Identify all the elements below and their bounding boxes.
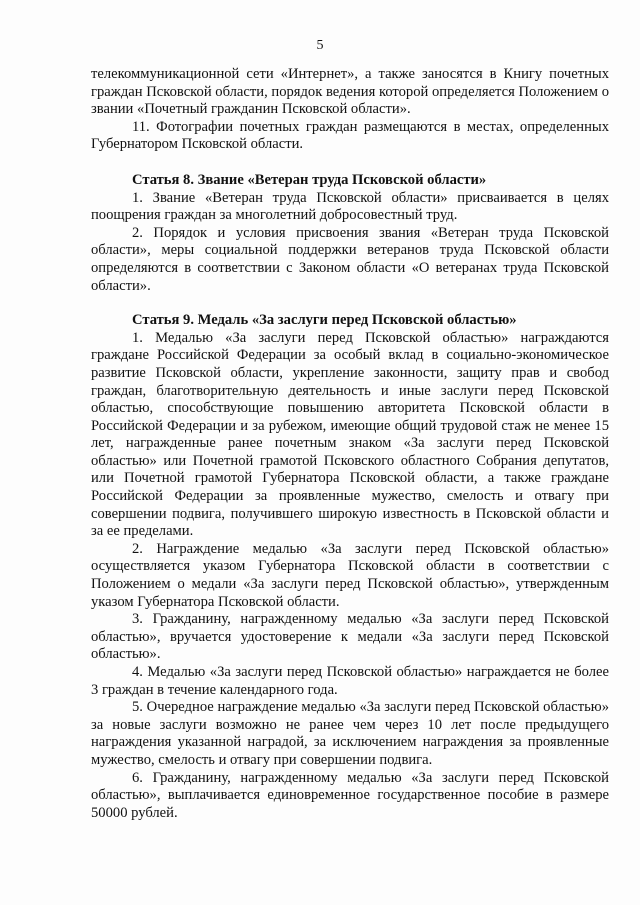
paragraph-item-11: 11. Фотографии почетных граждан размещаются в местах, определенных Губернатором Псковской области. — [91, 118, 609, 153]
article-9-paragraph-3: 3. Гражданину, награжденному медалью «За заслуги перед Псковской областью», вручается удостоверение к медали «За заслуги перед Псковской областью». — [91, 611, 609, 663]
article-9-paragraph-5: 5. Очередное награждение медалью «За заслуги перед Псковской областью» за новые заслуги возможно не ранее чем через 10 лет после предыдущего награждения указанной наградой, за исключением награждения за проявленные мужество, смелость и отвагу при совершении подвига. — [91, 699, 609, 768]
article-9-paragraph-6: 6. Гражданину, награжденному медалью «За заслуги перед Псковской областью», выплачивается единовременное государственное пособие в размере 50000 рублей. — [91, 769, 609, 821]
article-9-paragraph-2: 2. Награждение медалью «За заслуги перед Псковской областью» осуществляется указом Губернатора Псковской области в соответствии с Положением о медали «За заслуги перед Псковской областью», утвержденным указом Губернатора Псковской области. — [91, 540, 609, 610]
spacer — [91, 295, 609, 312]
paragraph-intro-continuation: телекоммуникационной сети «Интернет», а также заносятся в Книгу почетных граждан Псковской области, порядок ведения которой определяется Положением о звании «Почетный гражданин Псковской области». — [91, 66, 609, 118]
article-9-paragraph-1: 1. Медалью «За заслуги перед Псковской областью» награждаются граждане Российской Федерации за особый вклад в социально-экономическое развитие Псковской области, укрепление законности, защиту прав и свобод граждан, благотворительную деятельность и иные заслуги перед Псковской областью, способствующие повышению авторитета Псковской области в Российской Федерации и за рубежом, имеющие общий трудовой стаж не менее 15 лет, награжденные ранее почетным знаком «За заслуги перед Псковской областью» или Почетной грамотой Псковского областного Собрания депутатов, или Почетной грамотой Губернатора Псковской области, а также граждане Российской Федерации за проявленные мужество, смелость и отвагу при совершении подвига, получившего широкую известность в Псковской области и за ее пределами. — [91, 329, 609, 540]
article-8-paragraph-1: 1. Звание «Ветеран труда Псковской области» присваивается в целях поощрения граждан за многолетний добросовестный труд. — [91, 189, 609, 224]
document-body — [91, 66, 609, 822]
page-number: 5 — [316, 38, 324, 53]
article-8-heading: Статья 8. Звание «Ветеран труда Псковской области» — [132, 171, 487, 188]
article-9-paragraph-4: 4. Медалью «За заслуги перед Псковской областью» награждается не более 3 граждан в течение календарного года. — [91, 664, 609, 698]
article-9-heading: Статья 9. Медаль «За заслуги перед Псковской областью» — [132, 312, 517, 329]
article-8-paragraph-2: 2. Порядок и условия присвоения звания «Ветеран труда Псковской области», меры социальной поддержки ветеранов труда Псковской области определяются в соответствии с Законом области «О ветеранах труда Псковской области». — [91, 224, 609, 294]
spacer — [91, 154, 609, 172]
